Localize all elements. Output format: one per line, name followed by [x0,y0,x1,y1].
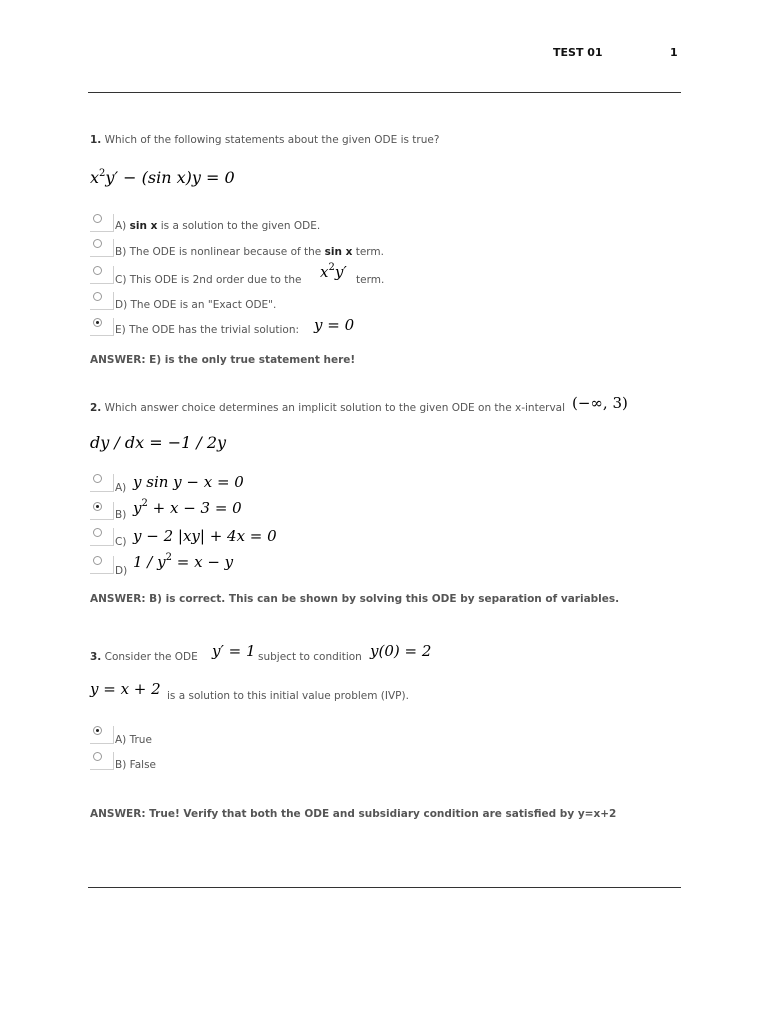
q3-solution: y = x + 2 [90,680,161,698]
q1-option-e: E) The ODE has the trivial solution: [115,324,300,336]
footer-rule [88,887,681,888]
q1-option-c: C) This ODE is 2nd order due to the [115,274,302,286]
q2-option-c-label: C) [115,536,127,548]
q2-number: 2. [90,402,102,414]
q2-answer: ANSWER: B) is correct. This can be shown by solving this ODE by separation of variables. [90,593,620,605]
q2-option-d-radio[interactable] [93,556,102,565]
q2-ode: dy / dx = −1 / 2y [90,433,227,452]
q2-interval: (−∞, 3) [572,394,628,412]
q1-option-c-radio[interactable] [93,266,102,275]
header-rule [88,92,681,93]
q3-prompt-text-a: Consider the ODE [104,651,198,663]
q3-statement: is a solution to this initial value problem (IVP). [167,690,409,702]
page-number: 1 [670,46,678,59]
q1-option-a: A) sin x is a solution to the given ODE. [115,220,321,232]
q3-option-a-radio[interactable] [93,726,102,735]
q1-option-a-radio[interactable] [93,214,102,223]
q3-option-b: B) False [115,759,156,771]
q3-answer: ANSWER: True! Verify that both the ODE and subsidiary condition are satisfied by y=x+2 [90,808,617,820]
q1-prompt-text: Which of the following statements about the given ODE is true? [104,134,440,146]
q3-option-a: A) True [115,734,152,746]
q3-ode: y′ = 1 [212,642,256,660]
q2-option-a-radio[interactable] [93,474,102,483]
q3-prompt-text-b: subject to condition [258,651,362,663]
q2-prompt [90,402,565,414]
q1-option-e-radio[interactable] [93,318,102,327]
q3-condition: y(0) = 2 [370,642,432,660]
q1-ode: $x^2y' - (\sin$ x)y = 0 [90,168,235,187]
q2-option-a-label: A) [115,482,127,494]
header-title: TEST 01 [553,46,603,59]
q2-option-a-math: y sin y − x = 0 [133,473,244,491]
q2-option-b-radio[interactable] [93,502,102,511]
q2-option-c-math: y − 2 |xy| + 4x = 0 [133,527,277,545]
q2-option-b-label: B) [115,509,127,521]
q3-prompt [90,651,198,663]
q3-number: 3. [90,651,102,663]
q1-option-e-math: y = 0 [314,316,355,334]
q1-option-b-radio[interactable] [93,239,102,248]
q1-answer: ANSWER: E) is the only true statement here! [90,354,356,366]
q1-option-d: D) The ODE is an "Exact ODE". [115,299,277,311]
q1-option-d-radio[interactable] [93,292,102,301]
q2-prompt-text: Which answer choice determines an implicit solution to the given ODE on the x-interval [104,402,566,414]
q2-option-c-radio[interactable] [93,528,102,537]
q1-option-c-math: $x^2y'$ [320,262,347,281]
q1-number: 1. [90,134,102,146]
q2-option-b-math: $y^2 + x - 3 = 0$ [133,498,242,517]
q1-option-c-tail: term. [356,274,385,286]
q3-option-b-radio[interactable] [93,752,102,761]
q2-option-d-label: D) [115,565,128,577]
q2-option-d-math: $1 / y^2 = x - y$ [133,552,234,571]
q1-prompt [90,134,439,146]
q1-option-b: B) The ODE is nonlinear because of the sin x term. [115,246,384,258]
